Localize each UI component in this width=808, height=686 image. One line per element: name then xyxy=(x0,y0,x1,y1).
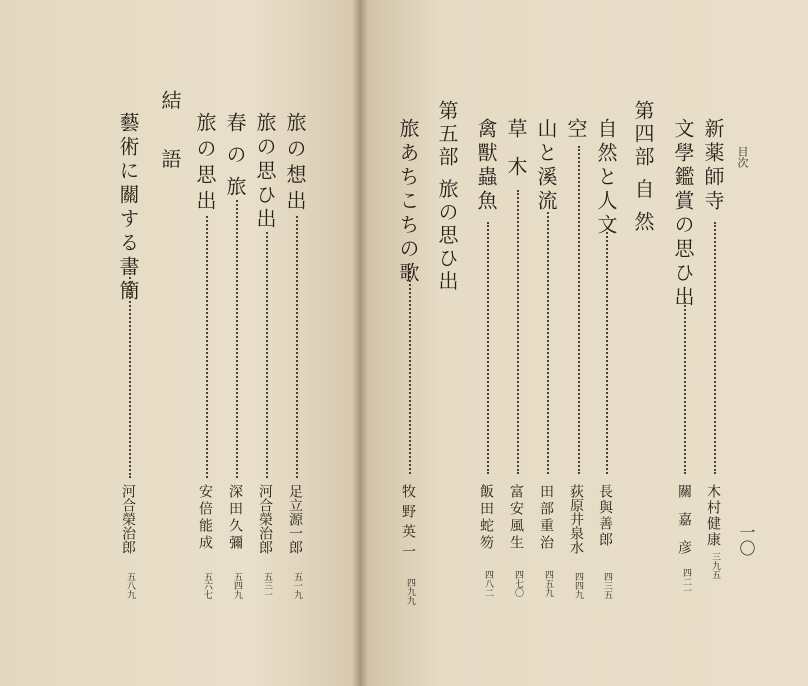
toc-author: 足立源一郎 xyxy=(287,484,303,554)
section-heading: 第四部 自 然 xyxy=(631,100,655,234)
leader-dots xyxy=(487,222,489,474)
toc-author: 河合榮治郎 xyxy=(257,484,273,554)
toc-page: 四八二 xyxy=(483,570,493,597)
toc-title: 旅の思ひ出 xyxy=(253,112,277,232)
toc-page: 三九五 xyxy=(710,552,720,579)
toc-title: 山と溪流 xyxy=(534,118,558,214)
toc-author: 飯田蛇笏 xyxy=(478,484,494,552)
toc-author: 牧野英一 xyxy=(400,484,416,564)
toc-page: 五六七 xyxy=(202,572,212,599)
leader-dots xyxy=(684,298,686,474)
toc-title: 自然と人文 xyxy=(594,118,618,238)
toc-page: 五八九 xyxy=(125,572,135,599)
folio: 一〇 xyxy=(737,524,756,556)
toc-title: 文學鑑賞の思ひ出 xyxy=(671,118,695,310)
toc-author: 深田久彌 xyxy=(227,484,243,552)
running-head: 目次 xyxy=(736,146,749,168)
toc-page: 五四九 xyxy=(232,572,242,599)
leader-dots xyxy=(236,200,238,478)
toc-title: 旅あちこちの歌 xyxy=(396,118,420,286)
section-heading: 第五部 旅の思ひ出 xyxy=(435,100,459,294)
toc-author: 關嘉彦 xyxy=(676,484,692,568)
toc-page: 四九九 xyxy=(405,578,415,605)
toc-title: 旅の思出 xyxy=(193,112,217,216)
toc-author: 荻原井泉水 xyxy=(568,484,584,554)
leader-dots xyxy=(578,146,580,474)
toc-page: 四二一 xyxy=(681,568,691,595)
leader-dots xyxy=(714,222,716,474)
toc-title: 春の旅 xyxy=(223,112,247,208)
leader-dots xyxy=(517,190,519,474)
toc-author: 安倍能成 xyxy=(197,484,213,552)
toc-author: 河合榮治郎 xyxy=(120,484,136,554)
toc-page: 五三一 xyxy=(262,572,272,599)
toc-author: 木村健康 xyxy=(705,484,721,548)
right-page xyxy=(360,0,808,686)
toc-page: 四七〇 xyxy=(513,570,523,597)
section-heading: 結 語 xyxy=(158,90,182,185)
toc-author: 富安風生 xyxy=(508,484,524,552)
leader-dots xyxy=(606,232,608,474)
toc-title: 新薬師寺 xyxy=(701,118,725,214)
toc-page: 四四九 xyxy=(573,572,583,599)
leader-dots xyxy=(547,212,549,474)
toc-page: 五一九 xyxy=(292,572,302,599)
toc-author: 長與善郎 xyxy=(597,484,613,548)
gutter xyxy=(352,0,368,686)
toc-title: 旅の想出 xyxy=(283,112,307,216)
leader-dots xyxy=(266,232,268,478)
toc-title: 草木 xyxy=(504,118,528,194)
toc-title: 藝術に關する書簡 xyxy=(116,112,140,304)
leader-dots xyxy=(296,216,298,478)
leader-dots xyxy=(206,216,208,478)
leader-dots xyxy=(409,268,411,474)
toc-page: 四五九 xyxy=(543,570,553,597)
toc-page: 四三五 xyxy=(602,572,612,599)
toc-author: 田部重治 xyxy=(538,484,554,552)
toc-title: 空 xyxy=(564,118,588,142)
leader-dots xyxy=(129,266,131,478)
toc-title: 禽獸蟲魚 xyxy=(474,118,498,214)
